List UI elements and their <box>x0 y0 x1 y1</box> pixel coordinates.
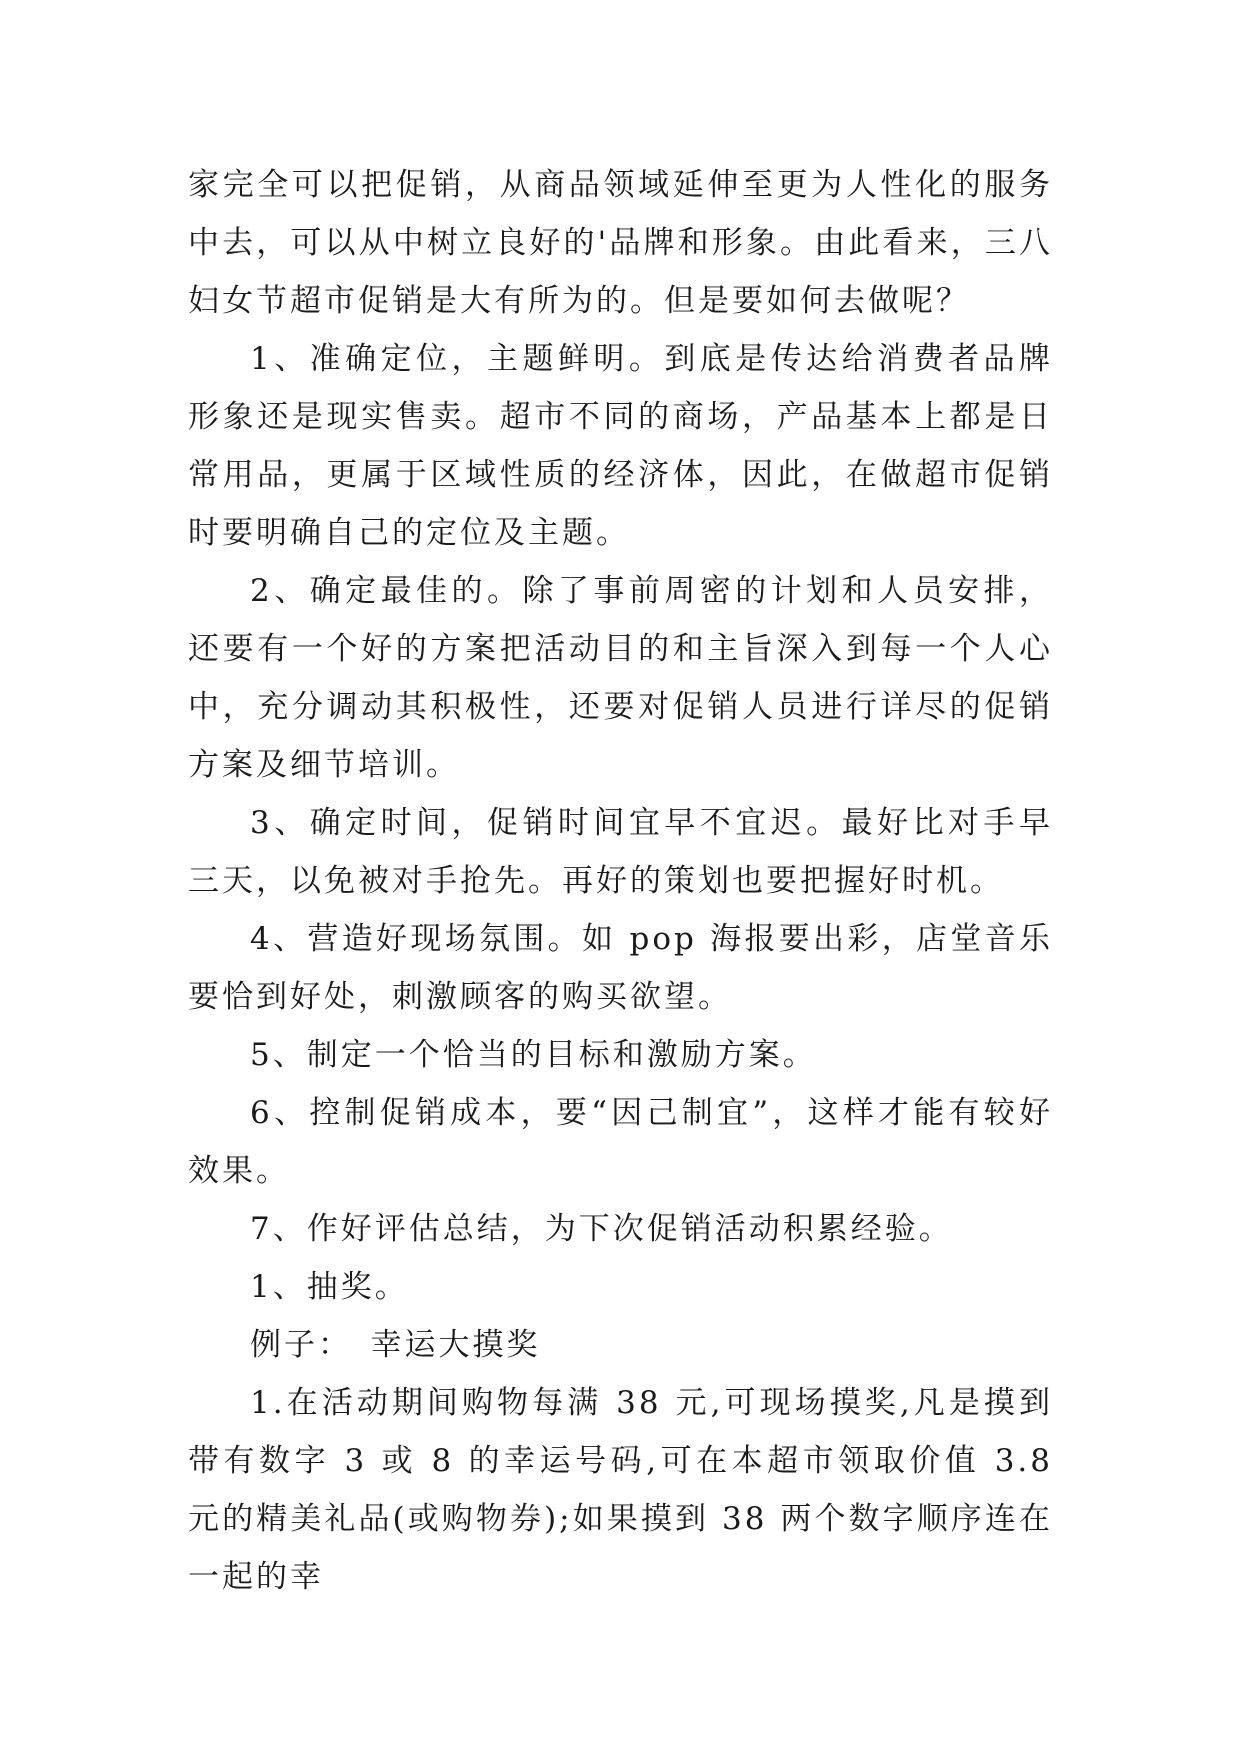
document-body <box>188 156 1053 1606</box>
paragraph-example-detail: 1.在活动期间购物每满 38 元,可现场摸奖,凡是摸到带有数字 3 或 8 的幸运号码,可在本超市领取价值 3.8 元的精美礼品(或购物券);如果摸到 38 两个数字顺序连在一起的幸 <box>188 1385 1053 1595</box>
paragraph-point-3: 3、确定时间，促销时间宜早不宜迟。最好比对手早三天，以免被对手抢先。再好的策划也要把握好时机。 <box>188 805 1053 899</box>
paragraph-example-title: 例子： 幸运大摸奖 <box>250 1327 541 1363</box>
paragraph-point-2: 2、确定最佳的。除了事前周密的计划和人员安排，还要有一个好的方案把活动目的和主旨深入到每一个人心中，充分调动其积极性，还要对促销人员进行详尽的促销方案及细节培训。 <box>188 573 1053 783</box>
paragraph-point-7: 7、作好评估总结，为下次促销活动积累经验。 <box>250 1211 953 1247</box>
paragraph-lottery-heading: 1、抽奖。 <box>250 1269 409 1305</box>
paragraph-point-6: 6、控制促销成本，要“因己制宜”，这样才能有较好效果。 <box>188 1095 1053 1189</box>
paragraph-point-4: 4、营造好现场氛围。如 pop 海报要出彩，店堂音乐要恰到好处，刺激顾客的购买欲望。 <box>188 921 1053 1015</box>
paragraph-point-5: 5、制定一个恰当的目标和激励方案。 <box>250 1037 817 1073</box>
paragraph-continuation: 家完全可以把促销，从商品领域延伸至更为人性化的服务中去，可以从中树立良好的'品牌和形象。由此看来，三八妇女节超市促销是大有所为的。但是要如何去做呢？ <box>188 167 1053 319</box>
paragraph-point-1: 1、准确定位，主题鲜明。到底是传达给消费者品牌形象还是现实售卖。超市不同的商场，产品基本上都是日常用品，更属于区域性质的经济体，因此，在做超市促销时要明确自己的定位及主题。 <box>188 341 1053 551</box>
